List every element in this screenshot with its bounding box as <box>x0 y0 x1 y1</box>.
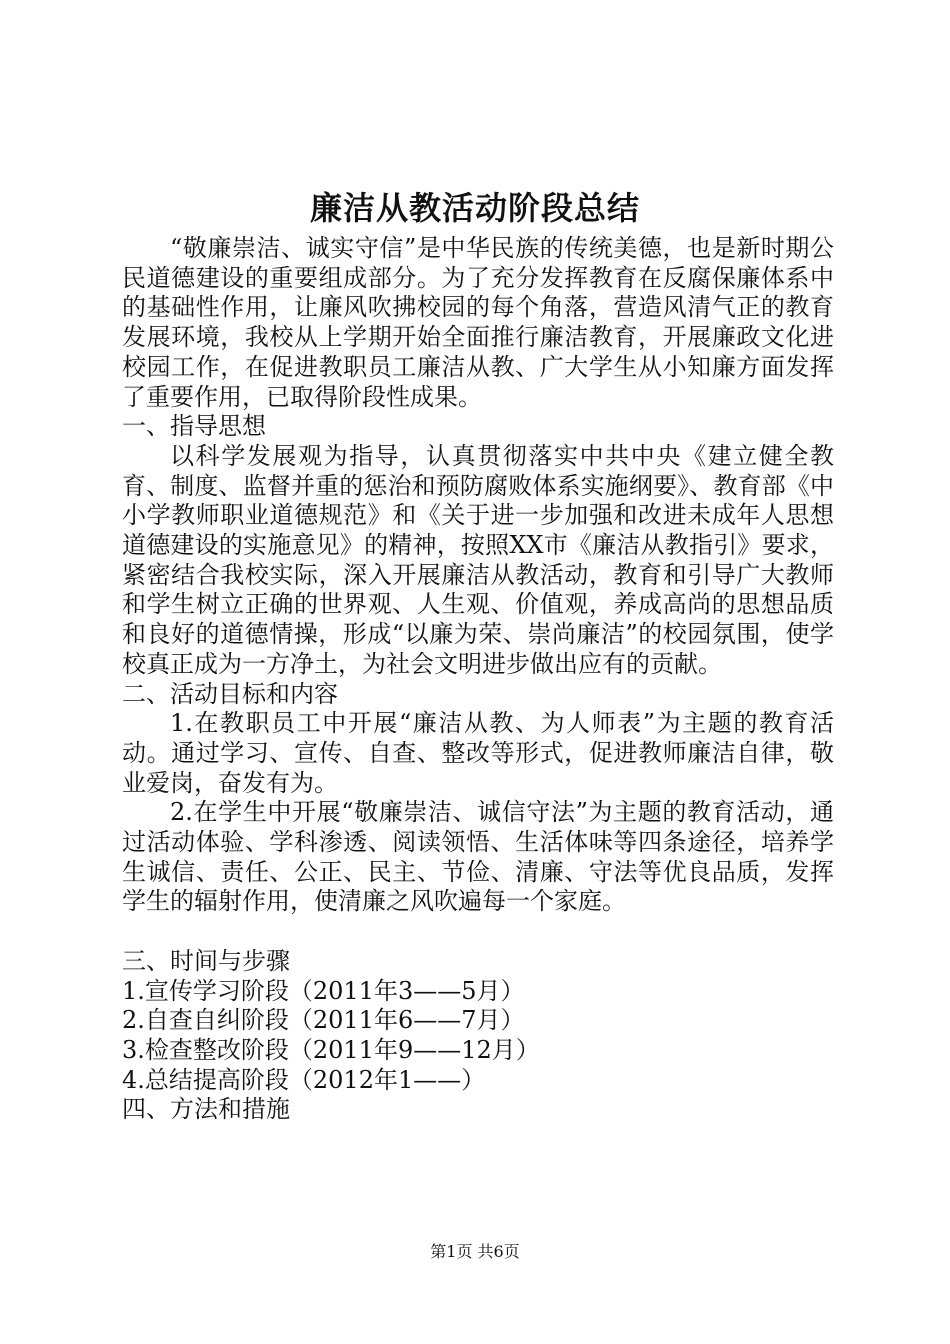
section2-item-2: 2.在学生中开展“敬廉崇洁、诚信守法”为主题的教育活动，通过活动体验、学科渗透、阅读领悟、生活体味等四条途径，培养学生诚信、责任、公正、民主、节俭、清廉、守法等优良品质，发挥学生的辐射作用，使清廉之风吹遍每一个家庭。 <box>122 798 834 916</box>
section1-heading: 一、指导思想 <box>122 412 266 441</box>
blank-line <box>122 917 834 947</box>
section1-paragraph: 以科学发展观为指导，认真贯彻落实中共中央《建立健全教育、制度、监督并重的惩治和预防腐败体系实施纲要》、教育部《中小学教师职业道德规范》和《关于进一步加强和改进未成年人思想道德建设的实施意见》的精神，按照XX市《廉洁从教指引》要求，紧密结合我校实际，深入开展廉洁从教活动，教育和引导广大教师和学生树立正确的世界观、人生观、价值观，养成高尚的思想品质和良好的道德情操，形成“以廉为荣、崇尚廉洁”的校园氛围，使学校真正成为一方净土，为社会文明进步做出应有的贡献。 <box>122 441 834 678</box>
document-body <box>122 234 834 1125</box>
document-title: 廉洁从教活动阶段总结 <box>309 189 640 227</box>
section2-heading: 二、活动目标和内容 <box>122 679 338 708</box>
section3-step: 2.自查自纠阶段（2011年6——7月） <box>122 1006 525 1035</box>
section2-item-1: 1.在教职员工中开展“廉洁从教、为人师表”为主题的教育活动。通过学习、宣传、自查、整改等形式，促进教师廉洁自律，敬业爱岗，奋发有为。 <box>122 709 834 797</box>
section3-heading: 三、时间与步骤 <box>122 946 290 975</box>
section3-step: 4.总结提高阶段（2012年1——） <box>122 1065 486 1094</box>
section3-step: 3.检查整改阶段（2011年9——12月） <box>122 1035 540 1064</box>
page-footer: 第1页 共6页 <box>430 1242 520 1261</box>
section4-heading: 四、方法和措施 <box>122 1095 290 1124</box>
intro-paragraph: “敬廉崇洁、诚实守信”是中华民族的传统美德，也是新时期公民道德建设的重要组成部分。为了充分发挥教育在反腐保廉体系中的基础性作用，让廉风吹拂校园的每个角落，营造风清气正的教育发展环境，我校从上学期开始全面推行廉洁教育，开展廉政文化进校园工作，在促进教职员工廉洁从教、广大学生从小知廉方面发挥了重要作用，已取得阶段性成果。 <box>122 234 834 411</box>
section3-step: 1.宣传学习阶段（2011年3——5月） <box>122 976 525 1005</box>
